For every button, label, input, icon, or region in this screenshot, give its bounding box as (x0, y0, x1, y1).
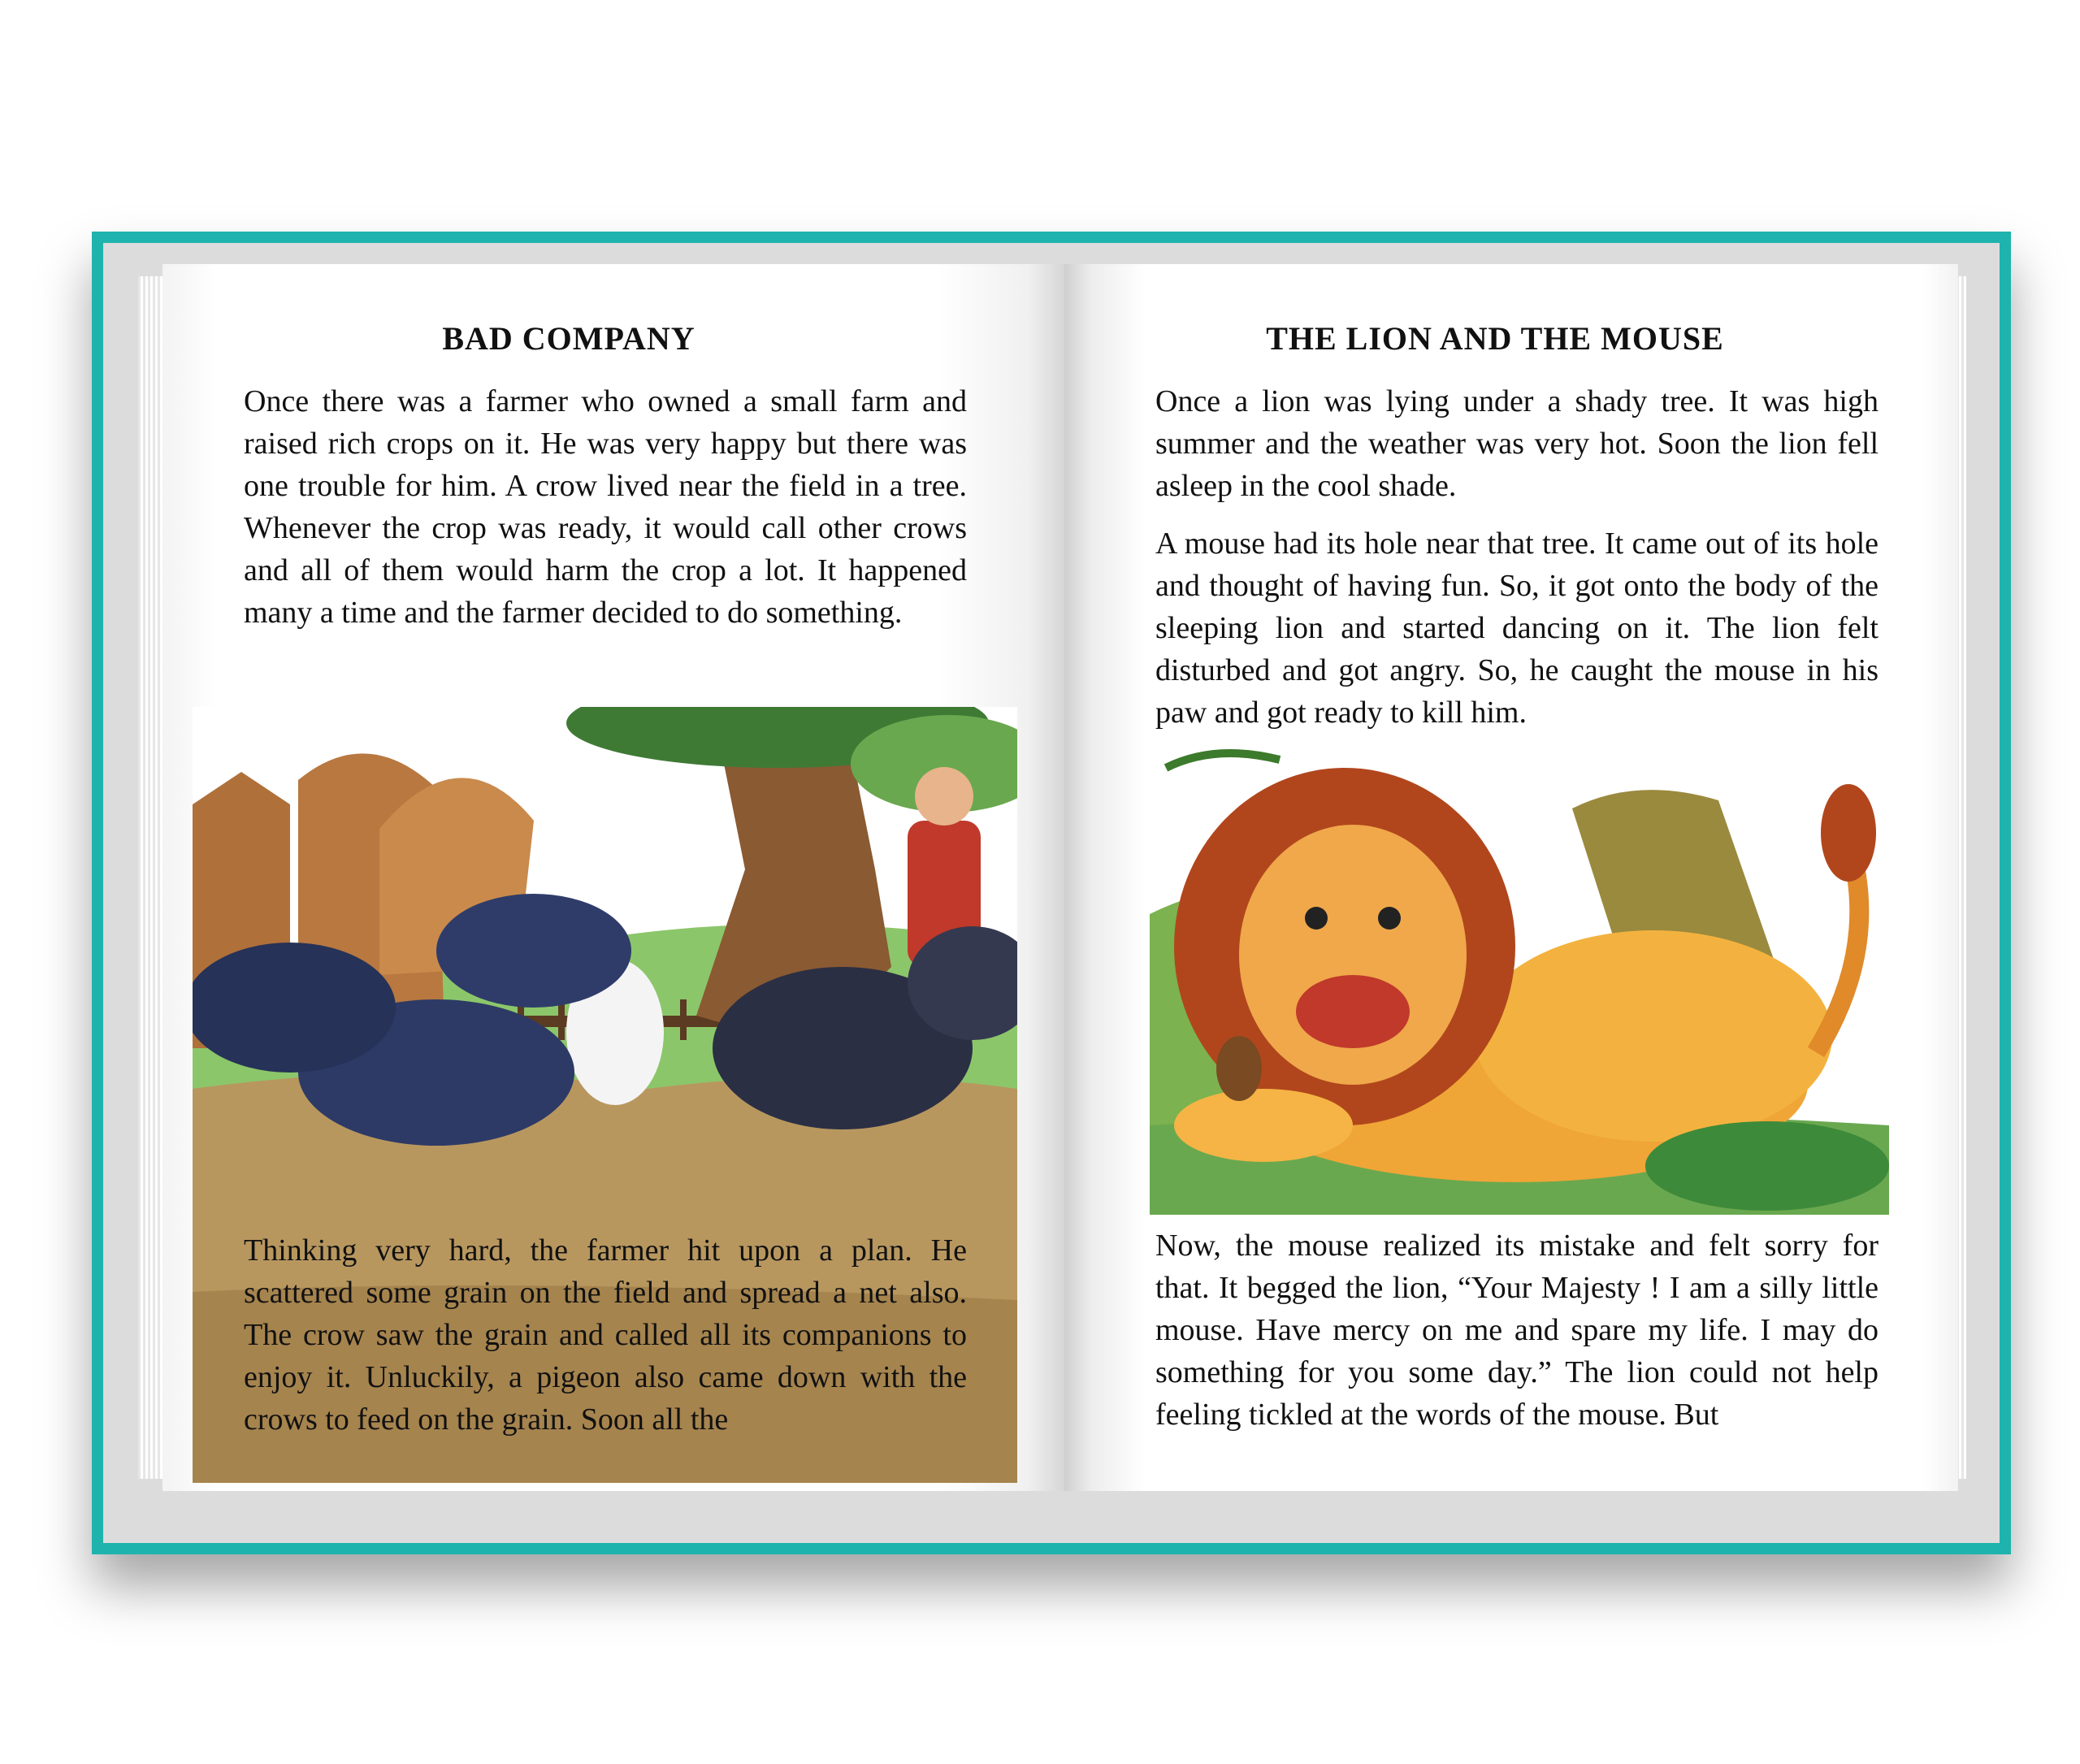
right-page (1064, 264, 1958, 1491)
right-page-title: THE LION AND THE MOUSE (1266, 320, 1724, 357)
left-paragraph-1: Once there was a farmer who owned a small farm and raised rich crops on it. He was very happy but there was one trouble for him. A crow lived near the field in a tree. Whenever the crop was ready, it would call other crows and all of them would harm the crop a lot. It happened many a time and the farmer decided to do something. (244, 384, 967, 630)
right-paragraph-2: A mouse had its hole near that tree. It came out of its hole and thought of having fun. So, it got onto the body of the sleeping lion and started dancing on it. The lion felt disturbed and got angry. So, he caught the mouse in his paw and got ready to kill him. (1155, 527, 1878, 730)
right-paragraph-3: Now, the mouse realized its mistake and felt sorry for that. It begged the lion, “Your Majesty ! I am a silly little mouse. Have mercy on me and spare my life. I may do something for you some day.” The lion could not help feeling tickled at the words of the mouse. But (1155, 1229, 1878, 1432)
right-paragraph-1: Once a lion was lying under a shady tree. It was high summer and the weather was very hot. Soon the lion fell asleep in the cool shade. (1155, 384, 1878, 503)
lion-mouse-illustration (1150, 743, 1889, 1215)
left-page (162, 264, 1064, 1491)
left-page-edges (138, 276, 162, 1479)
left-paragraph-2: Thinking very hard, the farmer hit upon a plan. He scattered some grain on the field and spread a net also. The crow saw the grain and called all its companions to enjoy it. Unluckily, a pigeon also came down with the crows to feed on the grain. Soon all the (244, 1233, 967, 1437)
left-page-title: BAD COMPANY (442, 320, 696, 357)
